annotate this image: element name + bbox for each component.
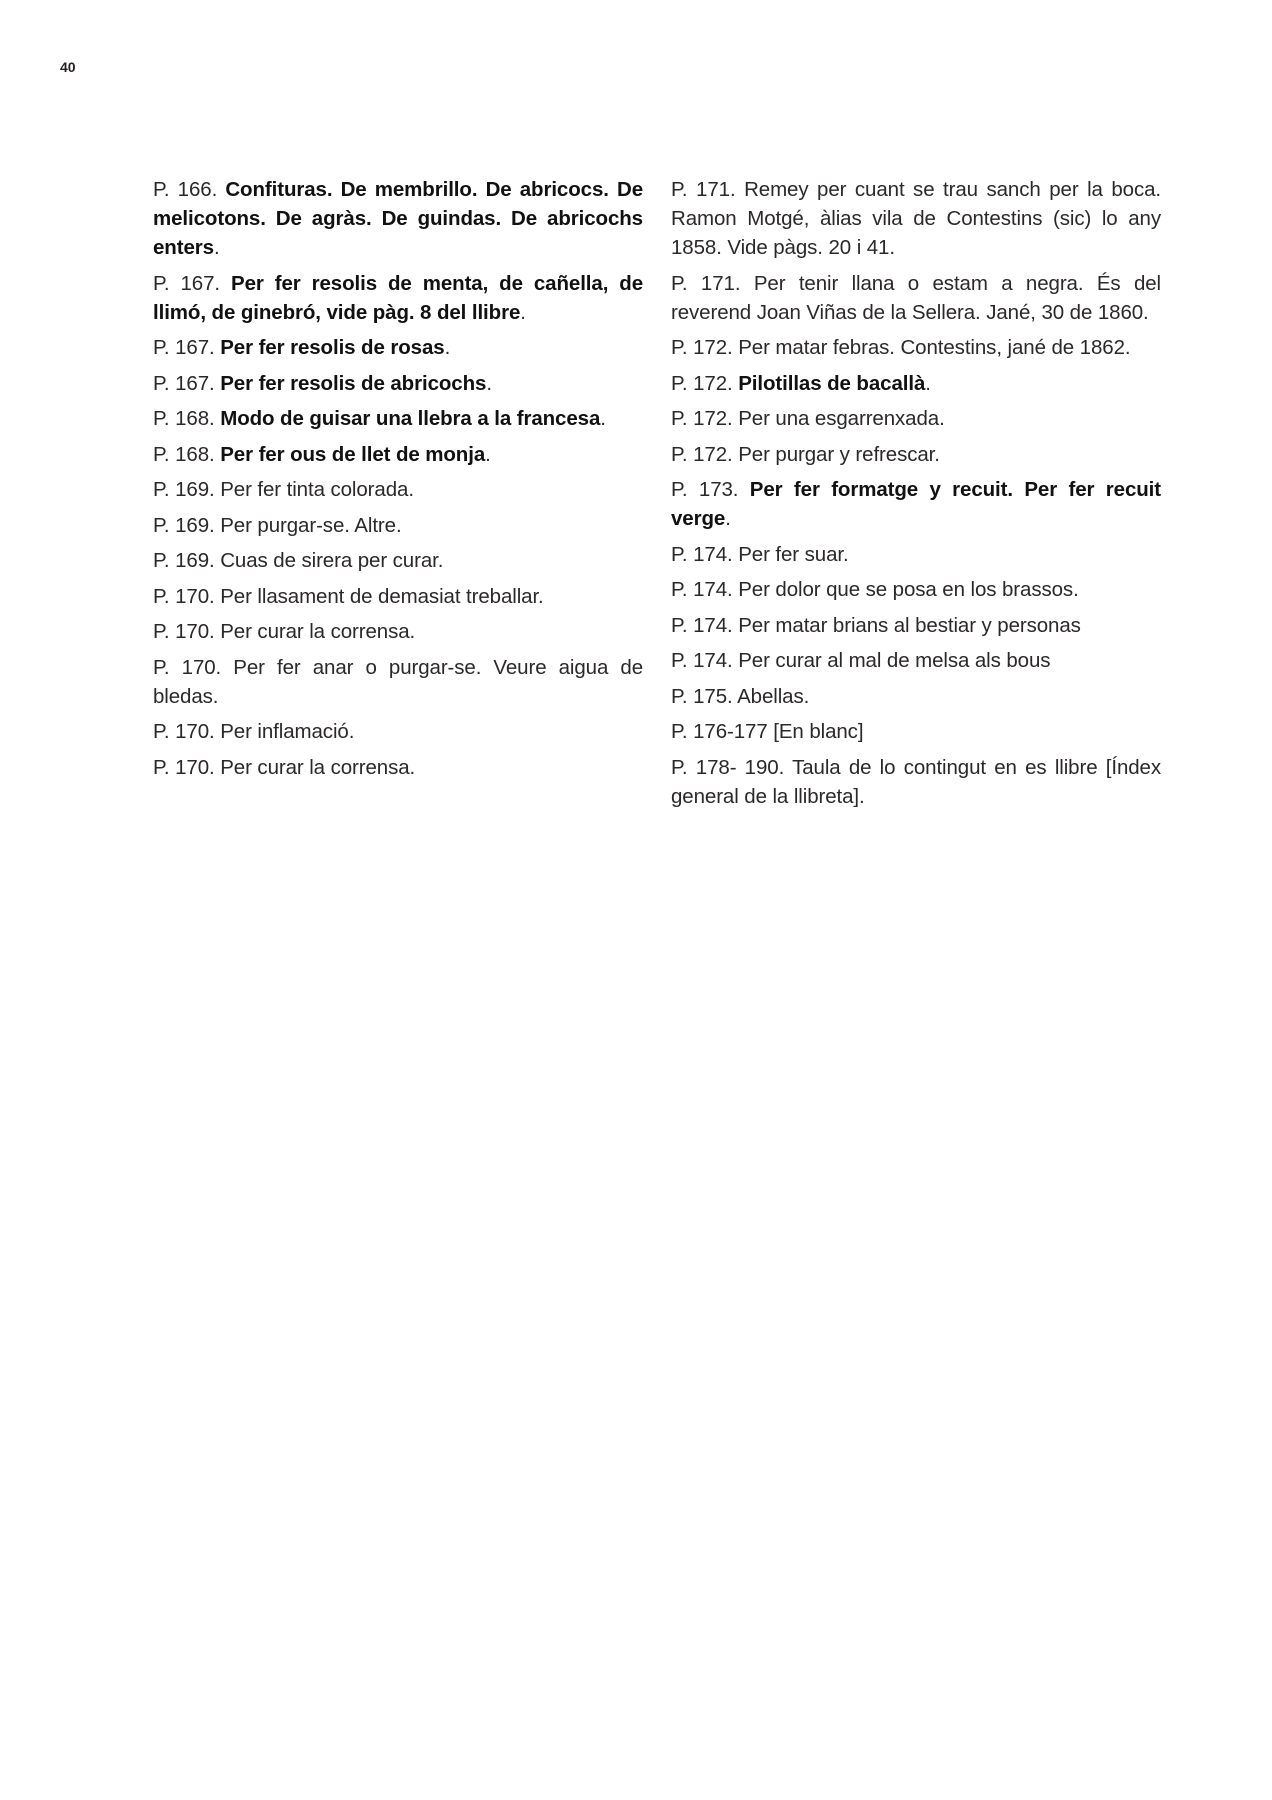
entry-ref: P. 166. [153, 178, 226, 201]
entry-text: Per dolor que se posa en los brassos. [738, 578, 1079, 601]
index-entry [153, 269, 643, 327]
index-entry [671, 646, 1161, 675]
entry-tail: . [925, 371, 931, 395]
entry-title: Confituras. De membrillo. De abricocs. De melicotons. De agràs. De guindas. De abricochs enters [153, 178, 644, 259]
index-entry [153, 175, 643, 262]
right-column [671, 175, 1161, 817]
entry-text: Cuas de sirera per curar. [220, 549, 444, 572]
index-entry [153, 582, 643, 611]
entry-tail: . [520, 300, 526, 324]
entry-text: Per purgar y refrescar. [738, 442, 940, 466]
entry-text: Per curar la corrensa. [220, 620, 416, 643]
entry-text: Per llasament de demasiat treballar. [220, 584, 544, 608]
entry-ref: P. 167. [153, 371, 221, 395]
entry-ref: P. 174. [671, 542, 739, 566]
index-entry [153, 369, 643, 398]
entry-ref: P. 167. [153, 336, 221, 359]
entry-title: Per fer formatge y recuit. Per fer recuit verge [671, 478, 1161, 530]
entry-ref: P. 168. [153, 442, 221, 466]
index-entry [153, 617, 643, 646]
index-entry [153, 475, 643, 504]
entry-ref: P. 168. [153, 407, 221, 430]
entry-tail: . [600, 407, 606, 430]
entry-text: Per matar febras. Contestins, jané de 1862. [738, 336, 1131, 359]
entry-text: Per matar brians al bestiar y personas [738, 613, 1081, 637]
entry-ref: P. 170. [153, 755, 221, 779]
entry-tail: . [486, 371, 492, 395]
index-entry [671, 475, 1161, 533]
entry-title: Per fer resolis de rosas [220, 336, 445, 359]
entry-text: Per una esgarrenxada. [738, 407, 945, 430]
entry-tail: . [213, 236, 220, 259]
entry-text: Per fer anar o purgar-se. Veure aigua de bledas. [153, 655, 644, 708]
index-entry [671, 682, 1161, 711]
entry-title: Per fer resolis de menta, de cañella, de llimó, de ginebró, vide pàg. 8 del llibre [153, 271, 644, 324]
index-entry [671, 369, 1161, 398]
index-entry [153, 333, 643, 362]
index-entry [671, 440, 1161, 469]
index-entry [153, 440, 643, 469]
index-entry [671, 404, 1161, 433]
entry-text: Per tenir llana o estam a negra. És del reverend Joan Viñas de la Sellera. Jané, 30 de 1860. [671, 271, 1162, 324]
entry-ref: P. 174. [671, 578, 739, 601]
index-entry [153, 753, 643, 782]
entry-ref: P. 170. [153, 584, 221, 608]
entry-text: Abellas. [737, 684, 810, 708]
page-number: 40 [60, 59, 76, 75]
index-entry [671, 540, 1161, 569]
index-entry [153, 546, 643, 575]
entry-ref: P. 174. [671, 613, 739, 637]
entry-tail: . [725, 507, 731, 530]
entry-ref: P. 172. [671, 407, 739, 430]
index-entry [671, 333, 1161, 362]
entry-ref: P. 174. [671, 649, 739, 672]
entry-title: Per fer ous de llet de monja [220, 442, 486, 466]
entry-text: 176-177 [En blanc] [693, 720, 864, 743]
entry-title: Modo de guisar una llebra a la francesa [220, 407, 601, 430]
entry-ref: P. [671, 755, 696, 779]
entry-ref: P. 175. [671, 684, 738, 708]
entry-title: Per fer resolis de abricochs [220, 371, 487, 395]
index-entry [671, 175, 1161, 262]
entry-text: Remey per cuant se trau sanch per la boca. Ramon Motgé, àlias vila de Contestins (sic) lo any 1858. Vide pàgs. 20 i 41. [671, 178, 1161, 259]
entry-ref: P. 172. [671, 371, 739, 395]
index-entry [153, 717, 643, 746]
entry-ref: P. 172. [671, 442, 739, 466]
index-entry [153, 511, 643, 540]
entry-text: Per inflamació. [220, 720, 355, 743]
entry-ref: P. 172. [671, 336, 739, 359]
entry-text: Per fer suar. [738, 542, 849, 566]
entry-ref: P. 171. [671, 271, 754, 295]
entry-text: 178- 190. Taula de lo contingut en es llibre [Índex general de la llibreta]. [671, 755, 1162, 808]
entry-text: Per purgar-se. Altre. [220, 513, 402, 537]
index-entry [153, 653, 643, 711]
index-entry [671, 753, 1161, 811]
entry-ref: P. 169. [153, 478, 221, 501]
entry-ref: P. 173. [671, 478, 750, 501]
entry-ref: P. 170. [153, 720, 221, 743]
entry-ref: P. 169. [153, 549, 221, 572]
entry-ref: P. 171. [671, 178, 745, 201]
left-column [153, 175, 643, 788]
entry-tail: . [485, 442, 491, 466]
entry-ref: P. 170. [153, 620, 221, 643]
entry-ref: P. [671, 720, 694, 743]
entry-text: Per curar al mal de melsa als bous [738, 649, 1051, 672]
entry-title: Pilotillas de bacallà [738, 371, 926, 395]
entry-ref: P. 169. [153, 513, 221, 537]
entry-text: Per curar la corrensa. [220, 755, 416, 779]
entry-tail: . [444, 336, 451, 359]
index-entry [153, 404, 643, 433]
index-entry [671, 611, 1161, 640]
entry-ref: P. 170. [153, 655, 234, 679]
entry-ref: P. 167. [153, 271, 231, 295]
entry-text: Per fer tinta colorada. [220, 478, 414, 501]
index-entry [671, 269, 1161, 327]
index-entry [671, 717, 1161, 746]
index-entry [671, 575, 1161, 604]
